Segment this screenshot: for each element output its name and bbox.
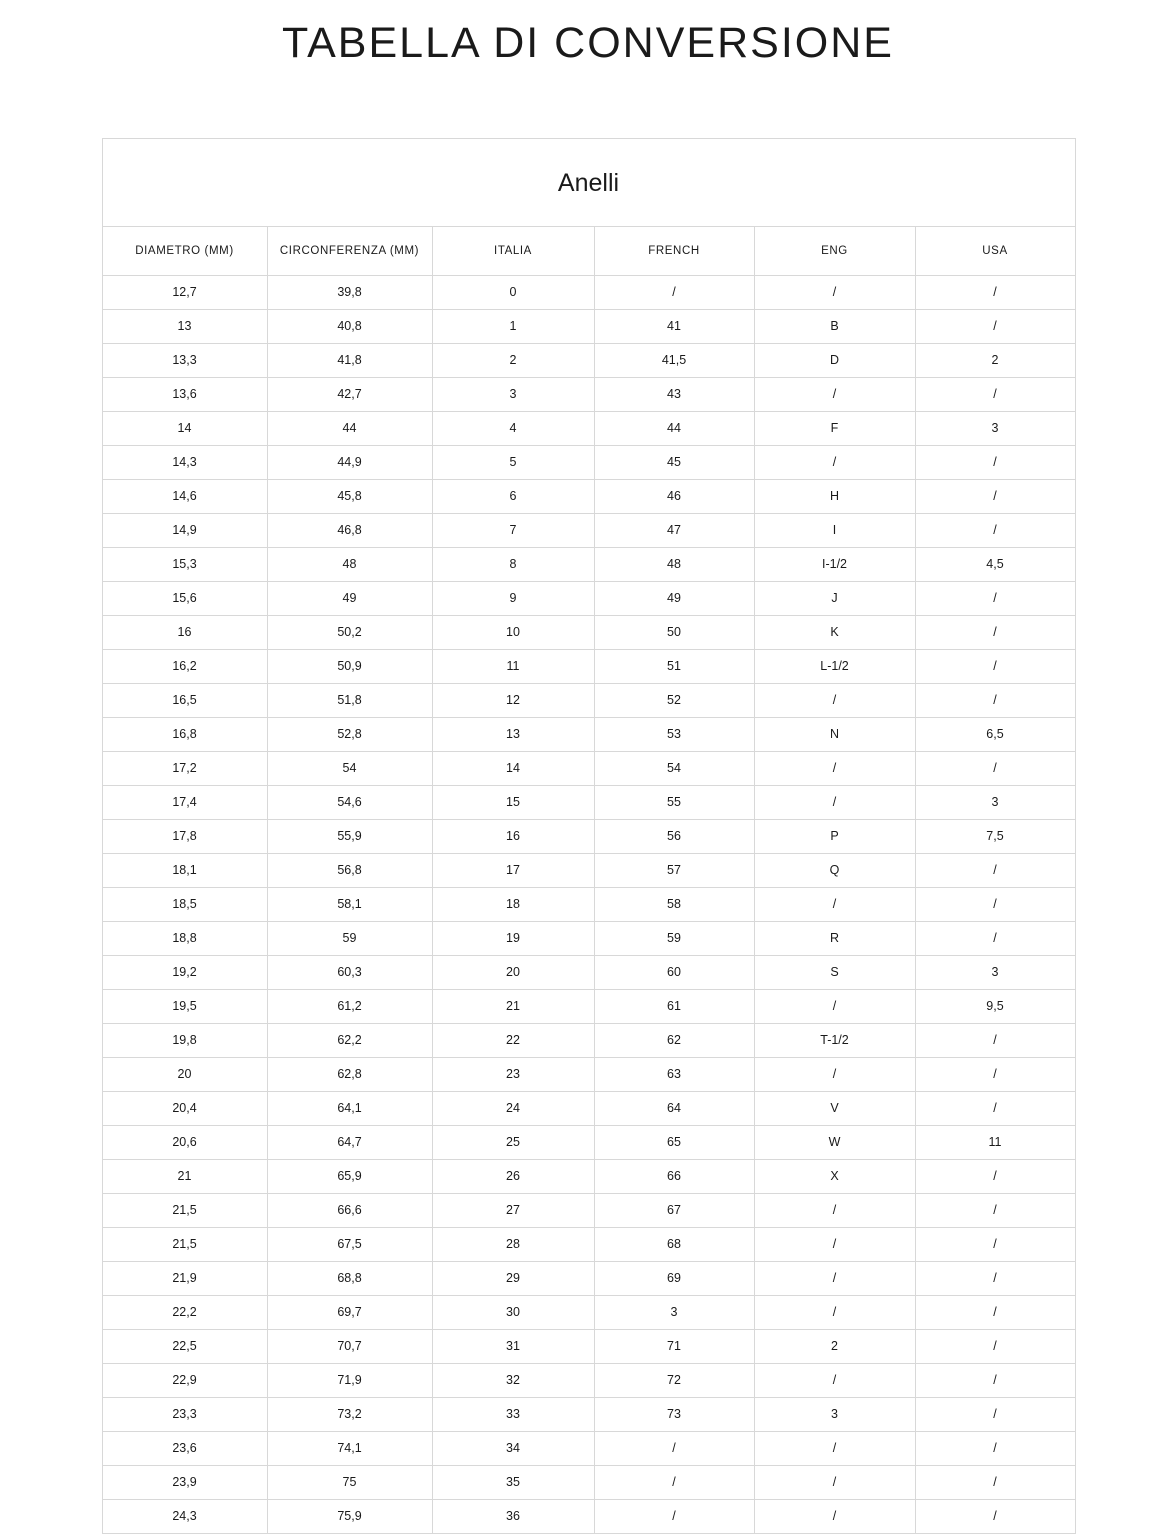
table-cell: 47: [594, 513, 754, 547]
table-cell: 40,8: [267, 309, 432, 343]
table-cell: /: [915, 1023, 1075, 1057]
table-cell: 60,3: [267, 955, 432, 989]
table-cell: T-1/2: [754, 1023, 915, 1057]
table-cell: 9,5: [915, 989, 1075, 1023]
table-cell: /: [754, 1499, 915, 1533]
table-cell: 16,5: [102, 683, 267, 717]
table-cell: 58,1: [267, 887, 432, 921]
table-cell: 6,5: [915, 717, 1075, 751]
table-cell: /: [594, 1465, 754, 1499]
table-cell: /: [915, 1227, 1075, 1261]
table-row: [102, 377, 1075, 411]
table-cell: /: [594, 275, 754, 309]
table-cell: 44,9: [267, 445, 432, 479]
table-row: [102, 547, 1075, 581]
table-cell: /: [594, 1499, 754, 1533]
table-cell: /: [915, 921, 1075, 955]
table-cell: 31: [432, 1329, 594, 1363]
table-row: [102, 1261, 1075, 1295]
document-page: [0, 18, 1176, 1534]
table-cell: 15,3: [102, 547, 267, 581]
table-row: [102, 819, 1075, 853]
table-cell: /: [915, 513, 1075, 547]
table-cell: 29: [432, 1261, 594, 1295]
table-cell: 39,8: [267, 275, 432, 309]
table-cell: 7: [432, 513, 594, 547]
table-cell: 54: [267, 751, 432, 785]
table-row: [102, 887, 1075, 921]
table-cell: 45,8: [267, 479, 432, 513]
table-cell: 21,5: [102, 1193, 267, 1227]
table-cell: 22,5: [102, 1329, 267, 1363]
table-row: [102, 1431, 1075, 1465]
table-cell: 61: [594, 989, 754, 1023]
table-cell: 65: [594, 1125, 754, 1159]
table-cell: R: [754, 921, 915, 955]
table-cell: 60: [594, 955, 754, 989]
table-row: [102, 343, 1075, 377]
table-cell: 2: [915, 343, 1075, 377]
table-cell: 36: [432, 1499, 594, 1533]
table-cell: /: [754, 989, 915, 1023]
table-cell: 61,2: [267, 989, 432, 1023]
table-cell: 41,5: [594, 343, 754, 377]
table-cell: 54,6: [267, 785, 432, 819]
table-cell: 12,7: [102, 275, 267, 309]
table-cell: 56,8: [267, 853, 432, 887]
table-cell: 26: [432, 1159, 594, 1193]
table-cell: 65,9: [267, 1159, 432, 1193]
table-cell: 64,1: [267, 1091, 432, 1125]
table-cell: H: [754, 479, 915, 513]
table-cell: 3: [754, 1397, 915, 1431]
table-row: [102, 581, 1075, 615]
table-cell: 19,5: [102, 989, 267, 1023]
table-row: [102, 615, 1075, 649]
table-cell: 3: [915, 785, 1075, 819]
table-row: [102, 513, 1075, 547]
table-cell: /: [915, 853, 1075, 887]
table-cell: /: [754, 1193, 915, 1227]
table-cell: F: [754, 411, 915, 445]
table-cell: 20,6: [102, 1125, 267, 1159]
table-row: [102, 1363, 1075, 1397]
table-cell: 51: [594, 649, 754, 683]
table-cell: 14,3: [102, 445, 267, 479]
table-row: [102, 717, 1075, 751]
table-cell: I-1/2: [754, 547, 915, 581]
column-header-italia: ITALIA: [432, 226, 594, 275]
table-cell: 19,8: [102, 1023, 267, 1057]
table-row: [102, 1465, 1075, 1499]
table-cell: 17,4: [102, 785, 267, 819]
table-cell: 67: [594, 1193, 754, 1227]
table-cell: 11: [915, 1125, 1075, 1159]
table-cell: /: [915, 1397, 1075, 1431]
table-cell: 13,6: [102, 377, 267, 411]
table-cell: 50: [594, 615, 754, 649]
table-cell: 18,5: [102, 887, 267, 921]
table-cell: 25: [432, 1125, 594, 1159]
table-row: [102, 989, 1075, 1023]
table-cell: 62,8: [267, 1057, 432, 1091]
table-cell: 19,2: [102, 955, 267, 989]
table-cell: 23: [432, 1057, 594, 1091]
table-cell: N: [754, 717, 915, 751]
table-cell: 23,9: [102, 1465, 267, 1499]
table-cell: 41,8: [267, 343, 432, 377]
table-row: [102, 1125, 1075, 1159]
table-cell: 71,9: [267, 1363, 432, 1397]
table-cell: 5: [432, 445, 594, 479]
table-cell: 59: [594, 921, 754, 955]
table-cell: 67,5: [267, 1227, 432, 1261]
table-cell: 22,2: [102, 1295, 267, 1329]
table-row: [102, 1091, 1075, 1125]
table-cell: P: [754, 819, 915, 853]
table-cell: 17,2: [102, 751, 267, 785]
table-cell: 32: [432, 1363, 594, 1397]
table-cell: 18: [432, 887, 594, 921]
table-cell: 49: [594, 581, 754, 615]
table-cell: 57: [594, 853, 754, 887]
table-cell: 3: [594, 1295, 754, 1329]
table-cell: 68: [594, 1227, 754, 1261]
table-cell: /: [915, 1261, 1075, 1295]
table-cell: /: [915, 1193, 1075, 1227]
table-body: [102, 275, 1075, 1533]
table-cell: /: [915, 1295, 1075, 1329]
table-cell: 70,7: [267, 1329, 432, 1363]
table-cell: 30: [432, 1295, 594, 1329]
table-cell: /: [915, 309, 1075, 343]
table-row: [102, 1499, 1075, 1533]
table-cell: 66,6: [267, 1193, 432, 1227]
table-cell: 42,7: [267, 377, 432, 411]
table-row: [102, 785, 1075, 819]
column-header-french: FRENCH: [594, 226, 754, 275]
table-cell: /: [754, 1295, 915, 1329]
table-header: [102, 138, 1075, 275]
table-cell: /: [915, 581, 1075, 615]
column-header-circonferenza: CIRCONFERENZA (MM): [267, 226, 432, 275]
table-cell: 48: [267, 547, 432, 581]
table-cell: 21: [432, 989, 594, 1023]
table-row: [102, 1397, 1075, 1431]
table-row: [102, 921, 1075, 955]
table-cell: 24: [432, 1091, 594, 1125]
table-row: [102, 309, 1075, 343]
table-cell: 11: [432, 649, 594, 683]
table-cell: 16: [432, 819, 594, 853]
table-cell: 35: [432, 1465, 594, 1499]
table-cell: /: [594, 1431, 754, 1465]
table-row: [102, 1329, 1075, 1363]
table-cell: S: [754, 955, 915, 989]
table-cell: 14: [432, 751, 594, 785]
table-cell: 14: [102, 411, 267, 445]
table-cell: /: [915, 649, 1075, 683]
table-cell: /: [754, 1057, 915, 1091]
table-cell: 52: [594, 683, 754, 717]
table-cell: 17,8: [102, 819, 267, 853]
table-cell: /: [754, 445, 915, 479]
table-cell: 13,3: [102, 343, 267, 377]
table-cell: 3: [915, 955, 1075, 989]
table-cell: 75: [267, 1465, 432, 1499]
table-cell: /: [754, 1227, 915, 1261]
table-cell: 50,2: [267, 615, 432, 649]
table-cell: 63: [594, 1057, 754, 1091]
table-cell: /: [915, 445, 1075, 479]
table-cell: /: [915, 615, 1075, 649]
table-cell: 72: [594, 1363, 754, 1397]
table-cell: 62: [594, 1023, 754, 1057]
table-cell: 4,5: [915, 547, 1075, 581]
table-cell: 49: [267, 581, 432, 615]
table-cell: 64: [594, 1091, 754, 1125]
table-cell: /: [915, 1091, 1075, 1125]
table-row: [102, 683, 1075, 717]
table-cell: 74,1: [267, 1431, 432, 1465]
table-cell: I: [754, 513, 915, 547]
page-title: TABELLA DI CONVERSIONE: [282, 19, 894, 67]
table-cell: 0: [432, 275, 594, 309]
table-cell: /: [754, 1363, 915, 1397]
table-cell: L-1/2: [754, 649, 915, 683]
table-cell: /: [754, 785, 915, 819]
table-cell: /: [915, 1329, 1075, 1363]
table-cell: 22,9: [102, 1363, 267, 1397]
table-row: [102, 1295, 1075, 1329]
table-cell: J: [754, 581, 915, 615]
table-cell: 10: [432, 615, 594, 649]
table-cell: 9: [432, 581, 594, 615]
table-cell: 66: [594, 1159, 754, 1193]
conversion-table: [102, 138, 1076, 1534]
table-cell: /: [915, 479, 1075, 513]
table-cell: 33: [432, 1397, 594, 1431]
table-cell: /: [915, 1057, 1075, 1091]
table-cell: /: [754, 1431, 915, 1465]
table-cell: 8: [432, 547, 594, 581]
table-cell: /: [754, 751, 915, 785]
table-cell: 55: [594, 785, 754, 819]
table-cell: 22: [432, 1023, 594, 1057]
table-cell: 13: [432, 717, 594, 751]
table-cell: 43: [594, 377, 754, 411]
table-cell: 24,3: [102, 1499, 267, 1533]
table-cell: 15,6: [102, 581, 267, 615]
table-cell: 54: [594, 751, 754, 785]
table-row: [102, 1023, 1075, 1057]
table-row: [102, 479, 1075, 513]
table-cell: 45: [594, 445, 754, 479]
table-cell: /: [915, 1363, 1075, 1397]
table-cell: 56: [594, 819, 754, 853]
table-cell: /: [915, 887, 1075, 921]
table-cell: 4: [432, 411, 594, 445]
table-cell: 68,8: [267, 1261, 432, 1295]
table-row: [102, 955, 1075, 989]
table-cell: /: [915, 1465, 1075, 1499]
table-cell: 7,5: [915, 819, 1075, 853]
table-cell: 58: [594, 887, 754, 921]
table-cell: 46: [594, 479, 754, 513]
table-cell: 3: [915, 411, 1075, 445]
table-cell: /: [915, 1431, 1075, 1465]
table-cell: 17: [432, 853, 594, 887]
column-header-usa: USA: [915, 226, 1075, 275]
table-cell: /: [754, 1465, 915, 1499]
table-cell: 1: [432, 309, 594, 343]
table-cell: /: [754, 887, 915, 921]
table-cell: X: [754, 1159, 915, 1193]
table-cell: 21: [102, 1159, 267, 1193]
table-cell: 71: [594, 1329, 754, 1363]
table-cell: 27: [432, 1193, 594, 1227]
table-row: [102, 1159, 1075, 1193]
table-cell: 50,9: [267, 649, 432, 683]
column-header-eng: ENG: [754, 226, 915, 275]
table-caption-row: [102, 138, 1075, 226]
table-cell: V: [754, 1091, 915, 1125]
table-cell: 21,5: [102, 1227, 267, 1261]
table-cell: /: [915, 275, 1075, 309]
table-cell: 16: [102, 615, 267, 649]
table-row: [102, 275, 1075, 309]
table-cell: 48: [594, 547, 754, 581]
table-cell: 59: [267, 921, 432, 955]
table-cell: /: [915, 751, 1075, 785]
table-cell: 3: [432, 377, 594, 411]
table-cell: /: [754, 1261, 915, 1295]
table-cell: 19: [432, 921, 594, 955]
table-cell: 20: [432, 955, 594, 989]
table-cell: 13: [102, 309, 267, 343]
table-cell: /: [754, 377, 915, 411]
table-cell: 53: [594, 717, 754, 751]
table-row: [102, 1193, 1075, 1227]
table-cell: 75,9: [267, 1499, 432, 1533]
table-cell: 23,6: [102, 1431, 267, 1465]
table-row: [102, 445, 1075, 479]
table-cell: 18,8: [102, 921, 267, 955]
table-row: [102, 853, 1075, 887]
table-cell: D: [754, 343, 915, 377]
table-cell: W: [754, 1125, 915, 1159]
table-cell: 2: [432, 343, 594, 377]
table-cell: Q: [754, 853, 915, 887]
table-cell: /: [915, 1159, 1075, 1193]
table-cell: 14,9: [102, 513, 267, 547]
table-cell: 44: [594, 411, 754, 445]
table-cell: 6: [432, 479, 594, 513]
table-cell: 73: [594, 1397, 754, 1431]
table-cell: 46,8: [267, 513, 432, 547]
table-row: [102, 751, 1075, 785]
table-cell: 52,8: [267, 717, 432, 751]
table-cell: 73,2: [267, 1397, 432, 1431]
table-cell: /: [754, 683, 915, 717]
table-cell: 18,1: [102, 853, 267, 887]
table-cell: 16,8: [102, 717, 267, 751]
table-cell: 62,2: [267, 1023, 432, 1057]
table-cell: K: [754, 615, 915, 649]
table-cell: 12: [432, 683, 594, 717]
table-cell: 69,7: [267, 1295, 432, 1329]
table-cell: /: [915, 1499, 1075, 1533]
table-cell: 44: [267, 411, 432, 445]
table-row: [102, 1057, 1075, 1091]
table-cell: 69: [594, 1261, 754, 1295]
table-cell: 34: [432, 1431, 594, 1465]
table-cell: 64,7: [267, 1125, 432, 1159]
table-cell: 55,9: [267, 819, 432, 853]
table-cell: 21,9: [102, 1261, 267, 1295]
table-cell: 14,6: [102, 479, 267, 513]
conversion-table-container: [102, 138, 1075, 1534]
table-cell: 2: [754, 1329, 915, 1363]
table-row: [102, 649, 1075, 683]
table-cell: 15: [432, 785, 594, 819]
column-header-diametro: DIAMETRO (MM): [102, 226, 267, 275]
table-cell: 23,3: [102, 1397, 267, 1431]
table-row: [102, 411, 1075, 445]
table-cell: /: [915, 683, 1075, 717]
table-cell: 20,4: [102, 1091, 267, 1125]
table-column-headers: [102, 226, 1075, 275]
table-cell: 20: [102, 1057, 267, 1091]
table-cell: /: [915, 377, 1075, 411]
table-cell: /: [754, 275, 915, 309]
table-row: [102, 1227, 1075, 1261]
table-cell: 16,2: [102, 649, 267, 683]
table-cell: 41: [594, 309, 754, 343]
table-cell: 28: [432, 1227, 594, 1261]
table-cell: B: [754, 309, 915, 343]
table-caption: Anelli: [102, 138, 1075, 226]
table-cell: 51,8: [267, 683, 432, 717]
